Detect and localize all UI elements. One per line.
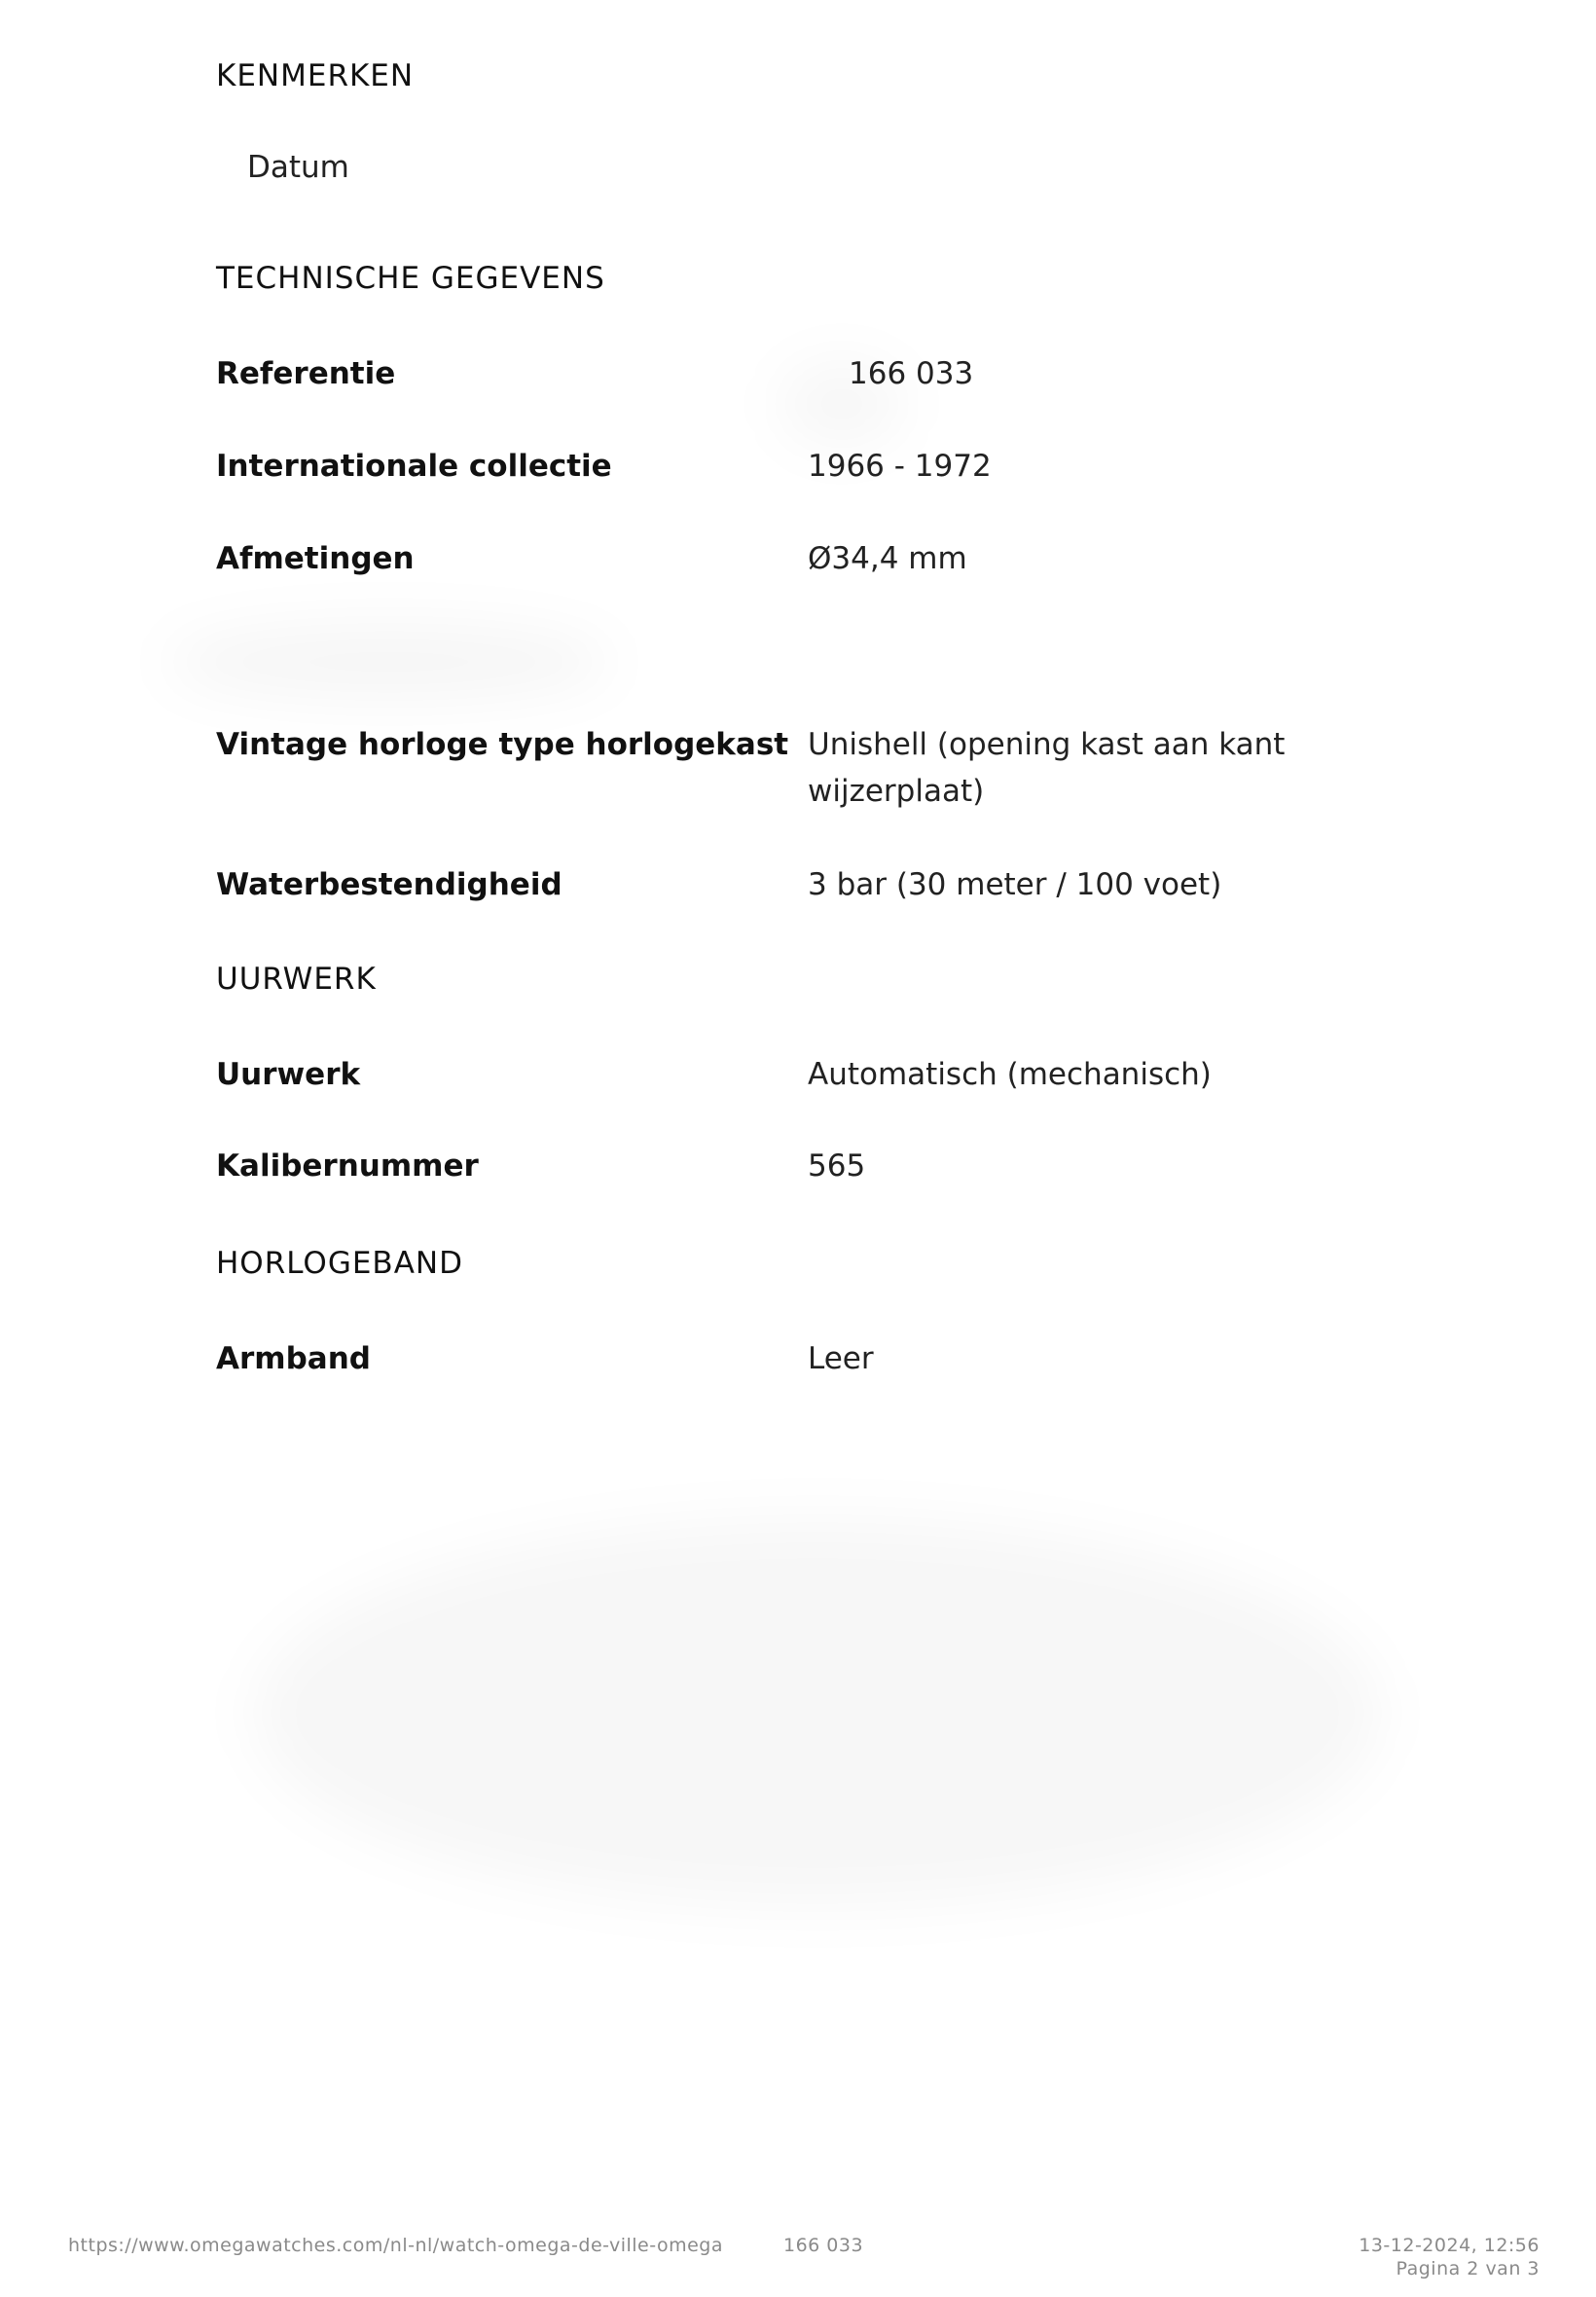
feature-item-date: Datum bbox=[247, 150, 349, 185]
spec-label: Uurwerk bbox=[216, 1057, 361, 1092]
features-heading: KENMERKEN bbox=[216, 58, 415, 93]
technical-heading: TECHNISCHE GEGEVENS bbox=[216, 261, 605, 296]
spec-value: 3 bar (30 meter / 100 voet) bbox=[808, 867, 1222, 902]
spec-value: Leer bbox=[808, 1341, 874, 1376]
spec-value: 1966 - 1972 bbox=[808, 449, 992, 484]
spec-label: Kalibernummer bbox=[216, 1148, 479, 1184]
spec-value: 565 bbox=[808, 1148, 866, 1184]
spec-label: Internationale collectie bbox=[216, 449, 612, 484]
footer-datetime: 13-12-2024, 12:56 bbox=[1359, 2235, 1540, 2256]
spec-value: Automatisch (mechanisch) bbox=[808, 1057, 1212, 1092]
footer-reference: 166 033 bbox=[783, 2235, 864, 2256]
spec-label: Afmetingen bbox=[216, 541, 415, 576]
footer-page-number: Pagina 2 van 3 bbox=[1396, 2258, 1540, 2279]
footer-url: https://www.omegawatches.com/nl-nl/watch-omega-de-ville-omega bbox=[68, 2235, 723, 2256]
spec-label: Referentie bbox=[216, 356, 396, 391]
spec-value: Unishell (opening kast aan kant wijzerplaat) bbox=[808, 727, 1286, 809]
spec-label: Armband bbox=[216, 1341, 371, 1376]
spec-label: Waterbestendigheid bbox=[216, 867, 562, 902]
spec-value: 166 033 bbox=[849, 356, 974, 391]
spec-label: Vintage horloge type horlogekast bbox=[216, 727, 789, 762]
spec-value: Ø34,4 mm bbox=[808, 541, 967, 576]
movement-heading: UURWERK bbox=[216, 962, 377, 997]
strap-heading: HORLOGEBAND bbox=[216, 1246, 463, 1281]
